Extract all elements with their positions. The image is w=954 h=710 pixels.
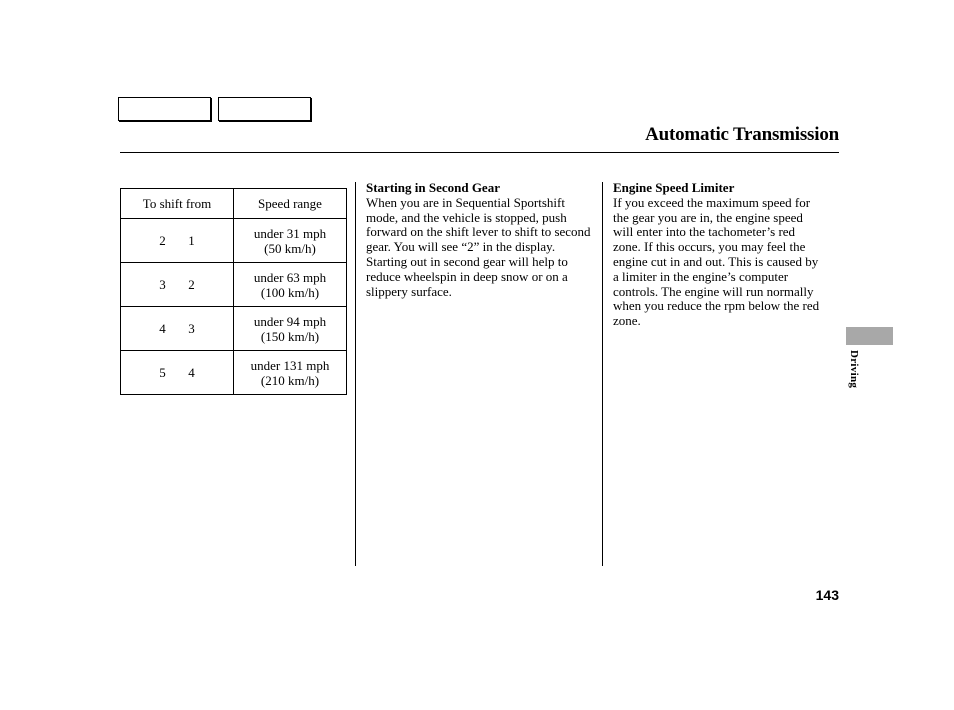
column-header-speed-range: Speed range: [234, 189, 347, 219]
gear-to: 2: [188, 277, 195, 292]
nav-button-previous[interactable]: [118, 97, 211, 121]
gear-from: 5: [159, 365, 166, 380]
second-gear-section: [366, 181, 596, 299]
speed-mph: under 31 mph: [253, 225, 327, 241]
gear-pair-cell: [121, 351, 234, 395]
speed-range-cell: [234, 219, 347, 263]
gear-from: 2: [159, 233, 166, 248]
gear-from: 4: [159, 321, 166, 336]
section-body: If you exceed the maximum speed for the gear you are in, the engine speed will enter into the tachometer’s red zone. If this occurs, you may feel the engine cut in and out. This is caused by a limiter in the engine’s computer controls. The engine will run normally when you reduce the rpm below the red zone.: [613, 194, 820, 329]
gear-pair-cell: [121, 263, 234, 307]
speed-range-cell: [234, 351, 347, 395]
speed-range-cell: [234, 263, 347, 307]
page-title: Automatic Transmission: [645, 124, 839, 145]
speed-limiter-section: [613, 181, 825, 329]
speed-mph: under 131 mph: [250, 357, 330, 373]
table-row: [121, 263, 347, 307]
gear-pair-cell: [121, 307, 234, 351]
table-row: [121, 307, 347, 351]
shift-speed-table: [120, 188, 347, 395]
gear-to: 3: [188, 321, 195, 336]
column-divider: [602, 182, 603, 566]
section-heading: Engine Speed Limiter: [613, 180, 735, 195]
section-tab: [846, 327, 893, 345]
section-label: Driving: [848, 350, 860, 389]
page-number: 143: [815, 587, 839, 603]
speed-range-cell: [234, 307, 347, 351]
table-header-row: [121, 189, 347, 219]
speed-kmh: (210 km/h): [260, 372, 320, 388]
column-header-shift-from: To shift from: [121, 189, 234, 219]
nav-button-next[interactable]: [218, 97, 311, 121]
header-rule: [120, 152, 839, 153]
speed-kmh: (50 km/h): [264, 240, 316, 256]
gear-to: 4: [188, 365, 195, 380]
speed-kmh: (100 km/h): [260, 284, 320, 300]
speed-mph: under 63 mph: [253, 269, 327, 285]
gear-from: 3: [159, 277, 166, 292]
speed-kmh: (150 km/h): [260, 328, 320, 344]
table-row: [121, 351, 347, 395]
speed-mph: under 94 mph: [253, 313, 327, 329]
column-divider: [355, 182, 356, 566]
section-heading: Starting in Second Gear: [366, 180, 500, 195]
table-row: [121, 219, 347, 263]
section-body: When you are in Sequential Sportshift mode, and the vehicle is stopped, push forward on the shift lever to shift to second gear. You will see “2” in the display. Starting out in second gear will help to reduce wheelspin in deep snow or on a slippery surface.: [366, 194, 591, 299]
gear-pair-cell: [121, 219, 234, 263]
gear-to: 1: [188, 233, 195, 248]
